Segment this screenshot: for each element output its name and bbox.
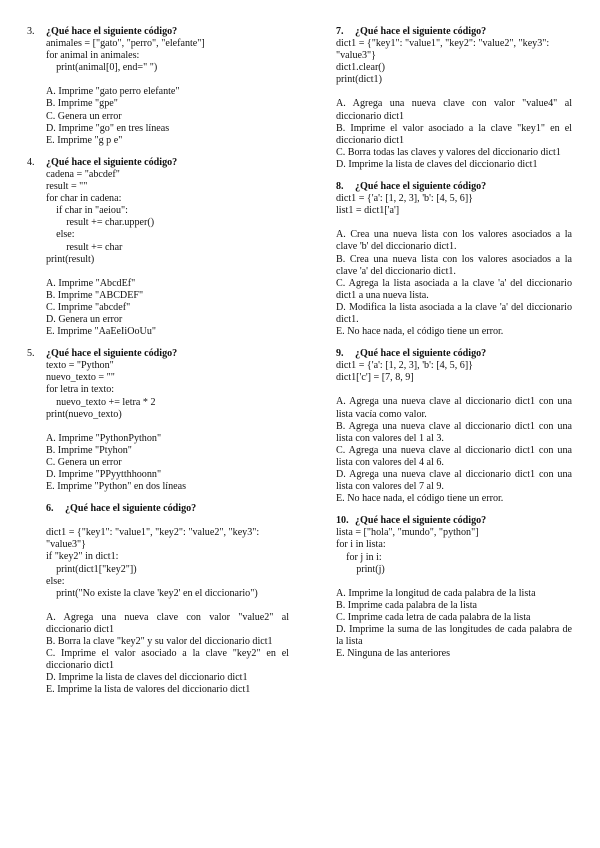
option: A. Imprime "gato perro elefante" xyxy=(46,86,180,98)
code-line: dict1 = {'a': [1, 2, 3], 'b': [4, 5, 6]} xyxy=(336,193,474,205)
option: B. Imprime cada palabra de la lista xyxy=(336,599,477,611)
question-5 xyxy=(27,348,289,493)
option: B. Borra la clave "key2" y su valor del diccionario dict1 xyxy=(46,636,273,648)
question-number: 3. xyxy=(27,26,35,37)
question-10 xyxy=(336,515,572,660)
code-line: if "key2" in dict1: xyxy=(46,551,119,563)
option: A. Imprime "PythonPython" xyxy=(46,432,162,444)
code-block xyxy=(336,38,572,86)
code-line: print(dict1) xyxy=(336,74,382,86)
option: C. Imprime el valor asociado a la clave "key2" en el diccionario dict1 xyxy=(46,648,289,672)
code-line: result += char.upper() xyxy=(46,217,155,229)
option: D. Imprime "PPyytthhoonn" xyxy=(46,469,162,480)
question-number: 5. xyxy=(27,348,35,360)
options-list xyxy=(336,98,572,171)
option: A. Imprime la longitud de cada palabra de la lista xyxy=(336,587,536,599)
code-line: "value3"} xyxy=(46,539,86,551)
option: D. Imprime la lista de claves del diccionario dict1 xyxy=(336,158,538,170)
question-title: ¿Qué hace el siguiente código? xyxy=(65,503,197,515)
code-line: else: xyxy=(46,575,65,587)
option: A. Agrega una nueva clave al diccionario dict1 con una lista vacía como valor. xyxy=(336,396,572,420)
options-list xyxy=(27,86,289,146)
question-number: 10. xyxy=(336,515,349,527)
question-9 xyxy=(336,348,572,505)
option: D. Imprime "go" en tres líneas xyxy=(46,122,170,134)
option: B. Imprime el valor asociado a la clave "key1" en el diccionario dict1 xyxy=(336,122,572,146)
option: E. Ninguna de las anteriores xyxy=(336,648,451,660)
code-line: print(nuevo_texto) xyxy=(46,408,122,420)
question-number: 8. xyxy=(336,181,344,193)
code-block xyxy=(336,527,572,575)
option: D. Agrega una nueva clave al diccionario dict1 con una lista con valores del 7 al 9. xyxy=(336,469,572,493)
code-line: print("No existe la clave 'key2' en el diccionario") xyxy=(46,587,258,599)
code-line: nuevo_texto = "" xyxy=(46,372,115,384)
code-line: "value3"} xyxy=(336,50,376,62)
question-title: ¿Qué hace el siguiente código? xyxy=(355,348,487,360)
option: C. Agrega la lista asociada a la clave 'a' del diccionario dict1 a una nueva lista. xyxy=(336,277,572,301)
question-number: 7. xyxy=(336,26,344,37)
option: E. Imprime "g p e" xyxy=(46,134,123,146)
code-block xyxy=(336,360,572,384)
question-title: ¿Qué hace el siguiente código? xyxy=(355,515,487,527)
question-number: 6. xyxy=(46,503,54,515)
code-line: cadena = "abcdef" xyxy=(46,168,120,180)
option: A. Agrega una nueva clave con valor "value4" al diccionario dict1 xyxy=(336,98,572,122)
option: A. Agrega una nueva clave con valor "value2" al diccionario dict1 xyxy=(46,611,289,635)
option: E. Imprime "Python" en dos líneas xyxy=(46,481,187,493)
option: C. Imprime "abcdef" xyxy=(46,301,131,313)
option: E. No hace nada, el código tiene un error. xyxy=(336,493,504,505)
options-list xyxy=(336,588,572,661)
option: E. Imprime la lista de valores del diccionario dict1 xyxy=(46,684,251,696)
code-line: dict1['c'] = [7, 8, 9] xyxy=(336,372,414,384)
code-line: nuevo_texto += letra * 2 xyxy=(46,396,156,408)
code-line: lista = ["hola", "mundo", "python"] xyxy=(336,527,479,539)
option: B. Agrega una nueva clave al diccionario dict1 con una lista con valores del 1 al 3. xyxy=(336,420,572,444)
option: C. Genera un error xyxy=(46,110,122,122)
option: D. Imprime la lista de claves del diccionario dict1 xyxy=(46,672,248,684)
question-title: ¿Qué hace el siguiente código? xyxy=(46,156,178,168)
question-3 xyxy=(27,26,289,147)
option: B. Imprime "gpe" xyxy=(46,98,118,110)
code-line: for letra in texto: xyxy=(46,384,115,396)
code-line: for i in lista: xyxy=(336,539,386,551)
code-line: texto = "Python" xyxy=(46,360,114,372)
code-block xyxy=(27,169,289,266)
option: B. Imprime "Ptyhon" xyxy=(46,444,132,456)
question-title: ¿Qué hace el siguiente código? xyxy=(46,26,178,37)
option: E. No hace nada, el código tiene un error. xyxy=(336,326,504,338)
code-line: dict1 = {"key1": "value1", "key2": "value2", "key3": xyxy=(336,38,550,50)
code-line: for char in cadena: xyxy=(46,193,122,205)
code-line: print(result) xyxy=(46,253,95,265)
question-6 xyxy=(27,503,289,696)
option: A. Crea una nueva lista con los valores asociados a la clave 'b' del diccionario dict1. xyxy=(336,229,572,253)
code-line: if char in "aeiou": xyxy=(46,205,128,217)
option: A. Imprime "AbcdEf" xyxy=(46,277,136,289)
options-list xyxy=(27,612,289,697)
option: E. Imprime "AaEeIiOoUu" xyxy=(46,326,156,338)
option: D. Imprime la suma de las longitudes de cada palabra de la lista xyxy=(336,624,572,648)
code-line: print(animal[0], end=" ") xyxy=(46,62,158,74)
options-list xyxy=(27,278,289,338)
code-line: dict1.clear() xyxy=(336,62,386,74)
code-line: animales = ["gato", "perro", "elefante"] xyxy=(46,38,205,50)
code-line: print(j) xyxy=(336,563,385,575)
code-line: for j in i: xyxy=(336,551,382,563)
question-4 xyxy=(27,157,289,338)
code-line: print(dict1["key2"]) xyxy=(46,563,137,575)
code-block xyxy=(27,360,289,420)
question-8 xyxy=(336,181,572,338)
code-line: result = "" xyxy=(46,181,88,193)
right-column xyxy=(336,26,572,670)
question-title: ¿Qué hace el siguiente código? xyxy=(46,348,178,360)
option: C. Genera un error xyxy=(46,456,122,468)
code-line: else: xyxy=(46,229,75,241)
option: C. Imprime cada letra de cada palabra de la lista xyxy=(336,611,531,623)
options-list xyxy=(27,433,289,493)
code-line: dict1 = {'a': [1, 2, 3], 'b': [4, 5, 6]} xyxy=(336,360,474,372)
question-title: ¿Qué hace el siguiente código? xyxy=(355,181,487,193)
question-title: ¿Qué hace el siguiente código? xyxy=(355,26,487,37)
option: C. Agrega una nueva clave al diccionario dict1 con una lista con valores del 4 al 6. xyxy=(336,444,572,468)
code-line: dict1 = {"key1": "value1", "key2": "value2", "key3": xyxy=(46,527,260,539)
code-line: for animal in animales: xyxy=(46,50,140,62)
code-block xyxy=(336,193,572,217)
code-block xyxy=(27,38,289,74)
question-number: 9. xyxy=(336,348,344,360)
options-list xyxy=(336,229,572,338)
left-column xyxy=(27,26,289,707)
code-line: result += char xyxy=(46,241,123,253)
code-block xyxy=(27,527,289,600)
option: B. Crea una nueva lista con los valores asociados a la clave 'a' del diccionario dict1. xyxy=(336,253,572,277)
options-list xyxy=(336,396,572,505)
question-number: 4. xyxy=(27,156,35,168)
option: D. Genera un error xyxy=(46,313,123,325)
question-7 xyxy=(336,26,572,171)
code-line: list1 = dict1['a'] xyxy=(336,205,400,217)
option: C. Borra todas las claves y valores del diccionario dict1 xyxy=(336,146,561,158)
option: D. Modifica la lista asociada a la clave 'a' del diccionario dict1. xyxy=(336,301,572,325)
option: B. Imprime "ABCDEF" xyxy=(46,289,144,301)
